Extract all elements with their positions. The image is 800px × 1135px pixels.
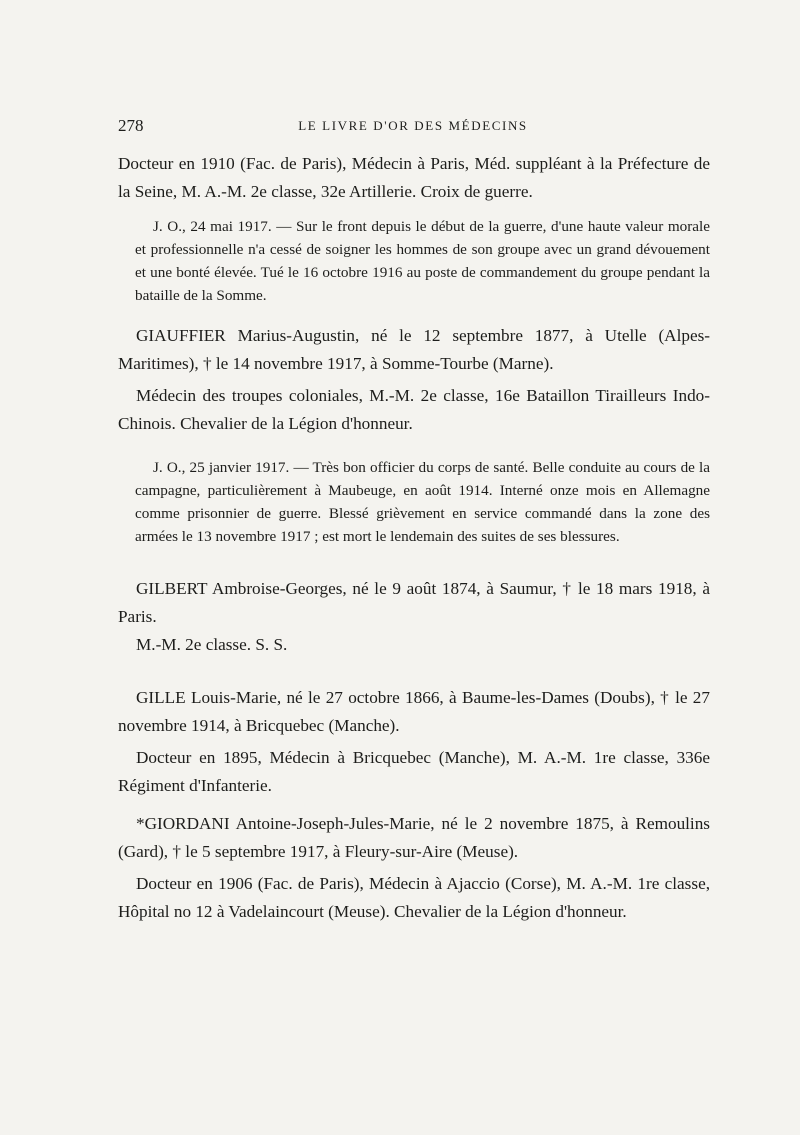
entry-name-line: GILBERT Ambroise-Georges, né le 9 août 1874, à Saumur, † le 18 mars 1918, à Paris. bbox=[118, 579, 710, 626]
entry-name-line: *GIORDANI Antoine-Joseph-Jules-Marie, né le 2 novembre 1875, à Remoulins (Gard), † le 5 septembre 1917, à Fleury-sur-Aire (Meuse). bbox=[118, 814, 710, 861]
entry-name-line: GIAUFFIER Marius-Augustin, né le 12 septembre 1877, à Utelle (Alpes-Maritimes), † le 14 novembre 1917, à Somme-Tourbe (Marne). bbox=[118, 326, 710, 373]
entry-giordani bbox=[118, 810, 710, 926]
entry-career: Docteur en 1906 (Fac. de Paris), Médecin à Ajaccio (Corse), M. A.-M. 1re classe, Hôpital no 12 à Vadelaincourt (Meuse). Chevalier de la Légion d'honneur. bbox=[118, 874, 710, 921]
entry-citation: J. O., 24 mai 1917. — Sur le front depuis le début de la guerre, d'une haute valeur morale et professionnelle n'a cessé de soigner les hommes de son groupe avec un grand dévouement et une bonté élevée. Tué le 16 octobre 1916 au poste de commandement du groupe pendant la bataille de la Somme. bbox=[135, 218, 710, 304]
entry-giauffier bbox=[118, 322, 710, 548]
entry-citation-block bbox=[118, 215, 710, 307]
entry-name-line: GILLE Louis-Marie, né le 27 octobre 1866, à Baume-les-Dames (Doubs), † le 27 novembre 1914, à Bricquebec (Manche). bbox=[118, 688, 710, 735]
entry-career: Docteur en 1895, Médecin à Bricquebec (Manche), M. A.-M. 1re classe, 336e Régiment d'Infanterie. bbox=[118, 748, 710, 795]
entry-citation: J. O., 25 janvier 1917. — Très bon officier du corps de santé. Belle conduite au cours de la campagne, particulièrement à Maubeuge, en août 1914. Interné onze mois en Allemagne comme prisonnier de guerre. Blessé grièvement en service commandé dans la zone des armées le 13 novembre 1917 ; est mort le lendemain des suites de ses blessures. bbox=[135, 459, 710, 545]
page-header bbox=[118, 116, 708, 142]
entry-career: M.-M. 2e classe. S. S. bbox=[136, 635, 288, 654]
entry-citation-block bbox=[118, 456, 710, 548]
entry-gilbert bbox=[118, 575, 710, 659]
page-number: 278 bbox=[118, 116, 144, 135]
entry-career: Docteur en 1910 (Fac. de Paris), Médecin à Paris, Méd. suppléant à la Préfecture de la Seine, M. A.-M. 2e classe, 32e Artillerie. Croix de guerre. bbox=[118, 154, 710, 201]
entry-gille bbox=[118, 684, 710, 800]
entry-career: Médecin des troupes coloniales, M.-M. 2e classe, 16e Bataillon Tirailleurs Indo-Chinois. Chevalier de la Légion d'honneur. bbox=[118, 386, 710, 433]
running-title: LE LIVRE D'OR DES MÉDECINS bbox=[298, 118, 528, 133]
entry-continued bbox=[118, 150, 710, 307]
